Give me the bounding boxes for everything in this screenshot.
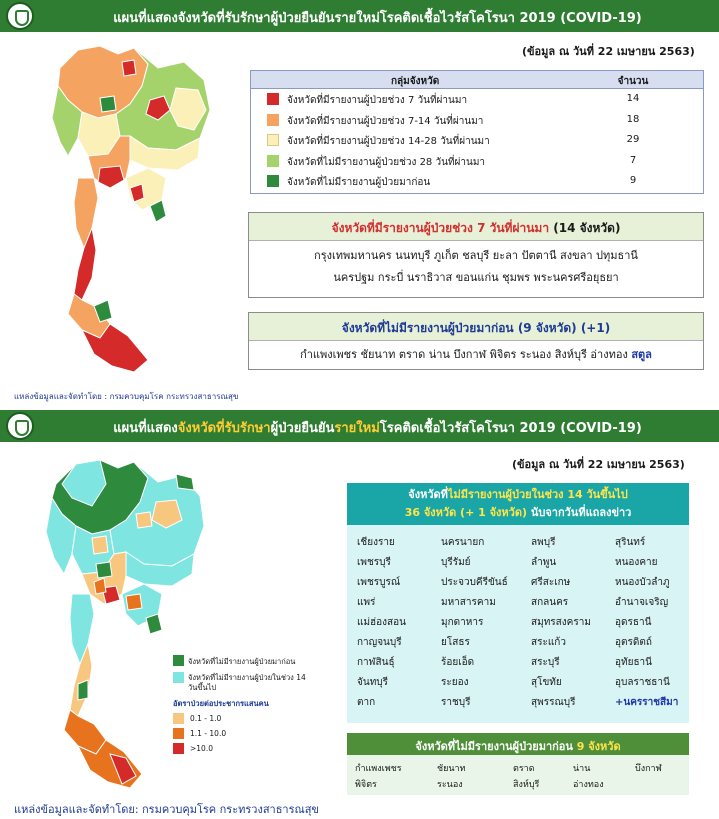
- table-row: [251, 110, 703, 131]
- map-south-mid: [64, 710, 106, 754]
- row-label: จังหวัดที่มีรายงานผู้ป่วยช่วง 7-14 วันที่ผ่านมา: [287, 115, 484, 127]
- legend-rate-low: 0.1 - 1.0: [190, 714, 222, 723]
- province-cell: จันทบุรี: [357, 677, 389, 688]
- province-cell: เพชรบุรี: [357, 557, 391, 568]
- map-northeast-orange2: [136, 512, 152, 528]
- province-cell: สุรินทร์: [615, 537, 646, 548]
- title-part: ผู้ป่วยยืนยัน: [270, 421, 335, 436]
- thailand-map-top: [38, 38, 213, 378]
- table-row: [251, 130, 703, 151]
- bottom-as-of-date: (ข้อมูล ณ วันที่ 22 เมษายน 2563): [512, 458, 685, 471]
- top-source-note: แหล่งข้อมูลและจัดทำโดย : กรมควบคุมโรค กระทรวงสาธารณสุข: [14, 392, 239, 401]
- province-cell: +นครราชสีมา: [615, 697, 679, 708]
- province-cell: ตาก: [357, 697, 376, 708]
- never-bar-count: 9 จังหวัด: [576, 740, 621, 753]
- never-province-cell: ระนอง: [437, 780, 463, 790]
- recent-title-red: จังหวัดที่มีรายงานผู้ป่วยช่วง 7 วันที่ผ่านมา: [331, 221, 550, 235]
- top-title: แผนที่แสดงจังหวัดที่รับรักษาผู้ป่วยยืนยันรายใหม่โรคติดเชื้อไวรัสโคโรนา 2019 (COVID-19): [113, 11, 642, 26]
- table-row: [251, 151, 703, 172]
- panel-title-d: นับจากวันที่แถลงข่าว: [527, 506, 632, 519]
- never-bar-title: จังหวัดที่ไม่มีรายงานผู้ป่วยมาก่อน: [415, 740, 577, 753]
- map-east-green: [146, 614, 162, 634]
- province-cell: สมุทรสงคราม: [531, 617, 591, 628]
- never-province-cell: สิงห์บุรี: [513, 780, 540, 790]
- row-label: จังหวัดที่มีรายงานผู้ป่วยช่วง 7 วันที่ผ่านมา: [287, 95, 468, 106]
- province-cell: อุดรธานี: [615, 617, 652, 628]
- legend-never-reported: จังหวัดที่ไม่มีรายงานผู้ป่วยมาก่อน: [188, 657, 296, 666]
- province-cell: สระบุรี: [531, 657, 560, 668]
- never-provinces-line: [249, 341, 703, 366]
- province-cell: ยโสธร: [441, 637, 470, 648]
- row-label: จังหวัดที่ไม่มีรายงานผู้ป่วยช่วง 28 วันที่ผ่านมา: [287, 156, 486, 168]
- legend-swatch-cyan: [173, 672, 184, 683]
- province-cell: กาฬสินธุ์: [357, 657, 395, 668]
- col-group-header: กลุ่มจังหวัด: [391, 76, 440, 87]
- table-row: [251, 89, 703, 110]
- legend-no-case-14d-line2: วันขึ้นไป: [188, 683, 217, 692]
- ministry-logo-icon: [6, 2, 34, 30]
- province-cell: อุตรดิตถ์: [615, 637, 652, 648]
- province-cell: มุกดาหาร: [441, 617, 484, 628]
- province-cell: สระแก้ว: [531, 637, 566, 648]
- title-part: โรคติดเชื้อไวรัสโคโรนา 2019 (COVID-19): [379, 421, 642, 436]
- province-cell: ราชบุรี: [441, 697, 471, 708]
- legend-swatch-orange: [173, 728, 184, 739]
- table-row: [251, 171, 703, 192]
- row-count: 29: [626, 134, 640, 145]
- recent-provinces-line1: กรุงเทพมหานคร นนทบุรี ภูเก็ต ชลบุรี ยะลา ปัตตานี สงขลา ปทุมธานี: [314, 249, 638, 262]
- never-province-cell: อ่างทอง: [573, 780, 604, 790]
- col-count-header: จำนวน: [617, 76, 649, 87]
- ministry-logo-icon: [6, 412, 34, 440]
- map-south-upper-green: [78, 680, 88, 700]
- province-cell: สุพรรณบุรี: [531, 697, 576, 708]
- never-province-cell: พิจิตร: [355, 780, 377, 790]
- province-cell: สกลนคร: [531, 597, 569, 608]
- red-swatch: [267, 93, 279, 105]
- never-reported-bar: [347, 733, 689, 755]
- legend-rate-mid: 1.1 - 10.0: [190, 729, 227, 738]
- province-cell: สุโขทัย: [531, 677, 562, 688]
- dark-green-swatch: [267, 175, 279, 187]
- recent-provinces-line2: นครปฐม กระบี่ นราธิวาส ขอนแก่น ชุมพร พระนครศรีอยุธยา: [333, 271, 619, 284]
- province-cell: ร้อยเอ็ด: [441, 657, 475, 668]
- province-cell: อุบลราชธานี: [615, 677, 670, 688]
- province-cell: หนองคาย: [615, 557, 658, 568]
- province-cell: ระยอง: [441, 677, 469, 688]
- row-count: 14: [626, 93, 640, 104]
- never-province-cell: ชัยนาท: [437, 764, 466, 774]
- province-cell: บุรีรัมย์: [441, 557, 471, 568]
- province-cell: ลำพูน: [531, 557, 557, 568]
- row-count: 18: [626, 113, 640, 125]
- province-cell: กาญจนบุรี: [357, 637, 402, 648]
- light-green-swatch: [267, 155, 279, 167]
- province-group-table: [250, 70, 704, 194]
- never-provinces-highlight: สตูล: [631, 348, 652, 361]
- never-province-cell: บึงกาฬ: [635, 764, 662, 774]
- title-part: แผนที่แสดง: [113, 421, 178, 436]
- map-central-green: [96, 562, 112, 578]
- legend-swatch-red: [173, 743, 184, 754]
- province-cell: มหาสารคาม: [441, 597, 496, 608]
- panel-title-b: ไม่มีรายงานผู้ป่วยในช่วง 14 วันขึ้นไป: [447, 488, 628, 501]
- never-reported-title: [249, 313, 703, 341]
- title-part-highlight: จังหวัดที่รับรักษา: [177, 421, 271, 436]
- never-province-cell: ตราด: [513, 764, 535, 774]
- row-label: จังหวัดที่ไม่มีรายงานผู้ป่วยมาก่อน: [287, 177, 431, 188]
- recent-title-suffix: (14 จังหวัด): [549, 221, 621, 235]
- legend-no-case-14d-line1: จังหวัดที่ไม่มีรายงานผู้ป่วยในช่วง 14: [188, 673, 306, 682]
- row-count: 7: [629, 154, 637, 166]
- panel-title-c: 36 จังหวัด (+ 1 จังหวัด): [404, 506, 528, 519]
- never-title-blue: จังหวัดที่ไม่มีรายงานผู้ป่วยมาก่อน: [341, 321, 514, 335]
- province-cell: เพชรบูรณ์: [357, 577, 401, 588]
- row-count: 9: [629, 175, 637, 186]
- title-part-highlight: รายใหม่: [334, 421, 380, 436]
- bottom-source-note: แหล่งข้อมูลและจัดทำโดย: กรมควบคุมโรค กระทรวงสาธารณสุข: [14, 803, 319, 816]
- bottom-title: [44, 417, 711, 438]
- legend-swatch-light-orange: [173, 713, 184, 724]
- map-west: [70, 594, 94, 664]
- top-header-bar: [0, 0, 719, 32]
- recent-cases-box: [248, 212, 704, 298]
- province-cell: เชียงราย: [357, 537, 395, 548]
- map-north-red: [122, 60, 136, 76]
- panel-title-a: จังหวัดที่: [408, 488, 448, 501]
- never-title-suffix: (9 จังหวัด) (+1): [513, 321, 611, 335]
- province-cell: ศรีสะเกษ: [531, 577, 571, 588]
- province-cell: ลพบุรี: [531, 537, 556, 548]
- province-cell: แพร่: [357, 597, 376, 608]
- never-province-cell: น่าน: [573, 764, 591, 774]
- recent-cases-title: [249, 213, 703, 241]
- top-as-of-date: (ข้อมูล ณ วันที่ 22 เมษายน 2563): [522, 45, 695, 58]
- legend-swatch-green: [173, 655, 184, 666]
- province-cell: อำนาจเจริญ: [615, 597, 669, 608]
- row-label: จังหวัดที่มีรายงานผู้ป่วยช่วง 14-28 วันที่ผ่านมา: [287, 136, 490, 147]
- no-cases-14d-title: [347, 483, 689, 525]
- never-reported-box: [248, 312, 704, 370]
- never-reported-list: [347, 755, 689, 795]
- province-cell: อุทัยธานี: [615, 657, 653, 668]
- province-cell: แม่ฮ่องสอน: [357, 617, 406, 628]
- province-cell: ประจวบคีรีขันธ์: [441, 577, 508, 588]
- map-bangkok: [98, 166, 124, 188]
- no-cases-14d-panel: [347, 483, 689, 723]
- province-cell: นครนายก: [441, 537, 485, 548]
- bottom-header-bar: [0, 410, 719, 442]
- province-cell: หนองบัวลำภู: [615, 577, 670, 588]
- legend-rate-title: อัตราป่วยต่อประชากรแสนคน: [173, 699, 269, 708]
- never-province-cell: กำแพงเพชร: [355, 764, 402, 774]
- never-provinces-text: กำแพงเพชร ชัยนาท ตราด น่าน บึงกาฬ พิจิตร ระนอง สิงห์บุรี อ่างทอง: [300, 348, 632, 361]
- table-header: [251, 71, 703, 89]
- map-north-green: [100, 96, 116, 112]
- yellow-swatch: [267, 134, 279, 146]
- orange-swatch: [267, 114, 279, 126]
- map-upper-central-orange: [92, 536, 108, 554]
- legend-rate-high: >10.0: [190, 744, 213, 753]
- map-east-orange: [126, 594, 142, 610]
- map-northeast-green: [176, 474, 194, 490]
- map-west-strip: [74, 178, 98, 248]
